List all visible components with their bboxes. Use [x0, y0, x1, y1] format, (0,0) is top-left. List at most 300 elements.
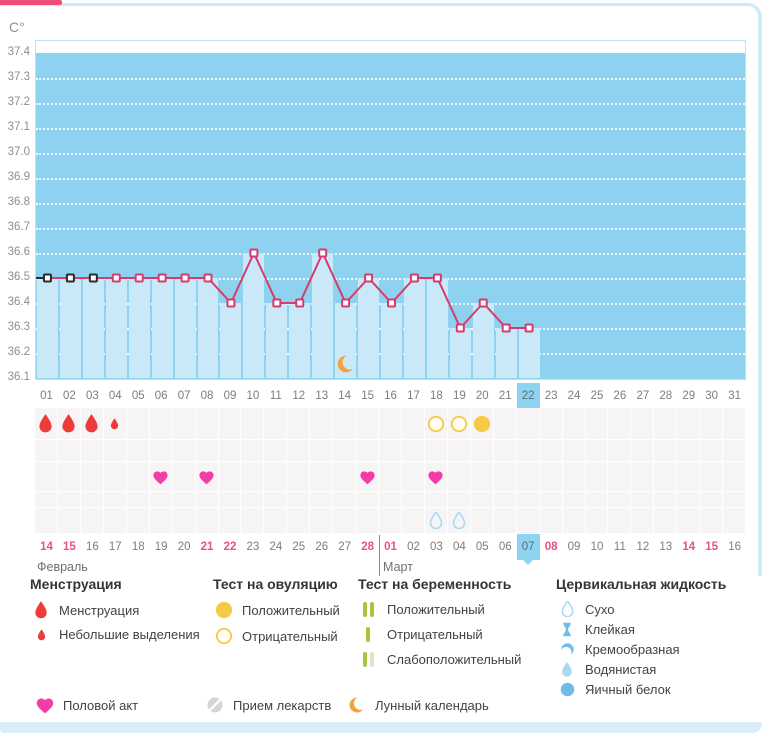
symptom-cell[interactable]	[81, 492, 104, 508]
symptom-cell[interactable]	[471, 408, 494, 440]
symptom-cell[interactable]	[540, 492, 563, 508]
legend-item-label: Водянистая	[585, 662, 657, 677]
symptom-cell[interactable]	[471, 508, 494, 534]
symptom-cell[interactable]	[287, 462, 310, 492]
symptom-cell[interactable]	[608, 462, 631, 492]
cervical-row	[35, 508, 746, 534]
legend-medication	[203, 696, 331, 714]
symptom-cell[interactable]	[196, 462, 219, 492]
symptom-cell[interactable]	[700, 440, 723, 462]
calendar-date-cell[interactable]: 05	[475, 541, 489, 553]
symptom-cell[interactable]	[425, 440, 448, 462]
symptom-cell[interactable]	[471, 440, 494, 462]
temperature-marker	[342, 300, 349, 307]
y-axis-tick: 36.3	[7, 321, 30, 333]
legend-item-label: Положительный	[242, 602, 340, 618]
cycle-day-cell[interactable]: 06	[154, 389, 168, 402]
symptom-cell[interactable]	[631, 408, 654, 440]
temperature-marker	[90, 275, 97, 282]
cycle-day-cell[interactable]: 14	[338, 389, 352, 402]
legend-item-label: Менструация	[59, 602, 140, 618]
calendar-date-cell[interactable]: 01	[384, 541, 397, 553]
cycle-day-cell[interactable]: 09	[223, 389, 237, 402]
y-axis-tick: 37.2	[7, 96, 30, 108]
symptom-cell[interactable]	[471, 462, 494, 492]
cycle-day-cell[interactable]: 18	[430, 389, 443, 402]
pregnancy-negative-icon	[358, 626, 380, 643]
spacer-row-1	[35, 440, 746, 462]
symptom-cell[interactable]	[35, 408, 58, 440]
cycle-day-cell[interactable]: 15	[361, 389, 374, 402]
legend-item-label: Отрицательный	[242, 628, 338, 644]
symptom-cell[interactable]	[333, 408, 356, 440]
temperature-marker	[273, 300, 280, 307]
temperature-marker	[44, 275, 51, 282]
legend-item-label: Небольшие выделения	[59, 627, 200, 642]
temperature-marker	[434, 275, 441, 282]
temperature-marker	[159, 275, 166, 282]
legend-ovulation-test	[213, 576, 340, 653]
symptom-cell[interactable]	[379, 462, 402, 492]
symptom-cell[interactable]	[677, 408, 700, 440]
symptom-cell[interactable]	[35, 462, 58, 492]
temperature-marker	[136, 275, 143, 282]
temperature-marker	[365, 275, 372, 282]
ovulation-negative-icon	[213, 627, 235, 645]
symptom-cell[interactable]	[287, 440, 310, 462]
calendar-date-cell[interactable]: 08	[544, 541, 558, 553]
moon-calendar-chart-icon	[336, 354, 356, 374]
temperature-marker	[503, 325, 510, 332]
symptom-cell[interactable]	[631, 492, 654, 508]
legend-item	[358, 601, 521, 618]
calendar-date-cell[interactable]: 15	[705, 541, 719, 553]
cycle-day-cell[interactable]: 30	[705, 389, 719, 402]
legend	[0, 576, 762, 722]
symptom-cell[interactable]	[287, 508, 310, 534]
symptom-cell[interactable]	[196, 492, 219, 508]
calendar-date-cell[interactable]: 03	[430, 541, 443, 553]
temperature-marker	[113, 275, 120, 282]
cycle-day-cell[interactable]: 29	[682, 389, 696, 402]
symptom-cell[interactable]	[58, 508, 81, 534]
legend-item	[358, 651, 521, 668]
symptom-cell[interactable]	[219, 440, 242, 462]
calendar-date-cell[interactable]: 28	[361, 541, 374, 553]
symptom-cell[interactable]	[563, 462, 586, 492]
symptom-cell[interactable]	[150, 462, 173, 492]
cycle-day-cell[interactable]: 01	[40, 389, 53, 402]
symptom-cell[interactable]	[517, 440, 540, 462]
symptom-cell[interactable]	[494, 440, 517, 462]
calendar-date-cell[interactable]: 07	[517, 534, 540, 560]
symptom-cell[interactable]	[700, 408, 723, 440]
temperature-marker	[457, 325, 464, 332]
cervical-creamy-icon	[556, 642, 578, 657]
symptom-cell[interactable]	[264, 462, 287, 492]
symptom-cell[interactable]	[402, 408, 425, 440]
temperature-marker	[67, 275, 74, 282]
symptom-cell[interactable]	[425, 508, 448, 534]
cervical-sticky-icon	[556, 622, 578, 637]
legend-item	[30, 601, 200, 619]
symptom-cell[interactable]	[471, 492, 494, 508]
legend-item-label: Положительный	[387, 602, 485, 617]
cycle-day-cell[interactable]: 28	[659, 389, 673, 402]
legend-moon-calendar	[345, 696, 489, 714]
symptom-cell[interactable]	[241, 508, 264, 534]
y-axis-tick: 36.7	[7, 221, 30, 233]
calendar-date-cell[interactable]: 22	[223, 541, 237, 553]
temperature-marker	[388, 300, 395, 307]
symptom-cell[interactable]	[448, 492, 471, 508]
cycle-day-cell[interactable]: 17	[407, 389, 420, 402]
symptom-cell[interactable]	[196, 508, 219, 534]
symptom-cell[interactable]	[264, 508, 287, 534]
symptom-cell[interactable]	[700, 492, 723, 508]
cycle-day-cell[interactable]: 03	[85, 389, 99, 402]
cervical-dry-icon	[556, 601, 578, 617]
symptom-cell[interactable]	[127, 492, 150, 508]
cycle-day-cell[interactable]: 05	[131, 389, 145, 402]
symptom-cell[interactable]	[150, 492, 173, 508]
symptom-cell[interactable]	[333, 492, 356, 508]
symptom-cell[interactable]	[310, 408, 333, 440]
symptom-cell[interactable]	[356, 440, 379, 462]
cycle-day-cell[interactable]: 16	[384, 389, 397, 402]
symptom-cell[interactable]	[631, 508, 654, 534]
legend-item	[556, 642, 726, 657]
symptom-cell[interactable]	[631, 462, 654, 492]
calendar-date-cell[interactable]: 11	[613, 541, 626, 553]
symptom-cell[interactable]	[586, 492, 609, 508]
cycle-day-cell[interactable]: 24	[567, 389, 581, 402]
symptom-cell[interactable]	[127, 408, 150, 440]
symptom-cell[interactable]	[608, 492, 631, 508]
y-axis-tick: 36.1	[7, 371, 30, 383]
symptom-cell[interactable]	[425, 408, 448, 440]
cycle-day-cell[interactable]: 20	[475, 389, 489, 402]
symptom-cell[interactable]	[287, 408, 310, 440]
symptom-cell[interactable]	[196, 440, 219, 462]
cycle-day-cell[interactable]: 22	[517, 383, 540, 408]
calendar-date-cell[interactable]: 16	[728, 541, 741, 553]
symptom-cell[interactable]	[219, 492, 242, 508]
symptom-cell[interactable]	[723, 492, 746, 508]
symptom-cell[interactable]	[563, 408, 586, 440]
legend-item	[556, 662, 726, 677]
month-divider-line	[379, 535, 380, 577]
symptom-cell[interactable]	[723, 408, 746, 440]
symptom-cell[interactable]	[654, 508, 677, 534]
medication-pill-icon	[203, 696, 227, 714]
cycle-day-cell[interactable]: 11	[269, 389, 282, 402]
legend-item	[556, 622, 726, 637]
symptom-cell[interactable]	[448, 440, 471, 462]
calendar-date-cell[interactable]: 04	[452, 541, 466, 553]
calendar-date-cell[interactable]: 14	[682, 541, 696, 553]
cycle-day-cell[interactable]: 21	[498, 389, 512, 402]
legend-item-label: Лунный календарь	[375, 697, 489, 713]
symptom-cell[interactable]	[196, 408, 219, 440]
y-axis-tick: 37.3	[7, 71, 30, 83]
legend-ovulation-title: Тест на овуляцию	[213, 576, 338, 592]
symptom-cell[interactable]	[150, 408, 173, 440]
symptom-cell[interactable]	[81, 408, 104, 440]
symptom-cell[interactable]	[219, 408, 242, 440]
calendar-date-cell[interactable]: 26	[315, 541, 329, 553]
y-axis-unit-label: C°	[9, 19, 25, 35]
y-axis-tick: 36.2	[7, 346, 30, 358]
cycle-day-cell[interactable]: 13	[315, 389, 329, 402]
symptom-cell[interactable]	[81, 508, 104, 534]
symptom-cell[interactable]	[379, 492, 402, 508]
legend-item-label: Отрицательный	[387, 627, 483, 642]
symptom-cell[interactable]	[264, 440, 287, 462]
symptom-cell[interactable]	[241, 492, 264, 508]
symptom-cell[interactable]	[150, 508, 173, 534]
cycle-day-cell[interactable]: 26	[613, 389, 627, 402]
symptom-cell[interactable]	[494, 408, 517, 440]
symptom-cell[interactable]	[58, 462, 81, 492]
symptom-cell[interactable]	[310, 440, 333, 462]
temperature-marker	[296, 300, 303, 307]
symptom-cell[interactable]	[517, 408, 540, 440]
symptom-cell[interactable]	[35, 508, 58, 534]
symptom-cell[interactable]	[677, 440, 700, 462]
symptom-cell[interactable]	[241, 408, 264, 440]
symptom-cell[interactable]	[654, 408, 677, 440]
symptom-cell[interactable]	[608, 508, 631, 534]
calendar-date-cell[interactable]: 25	[292, 541, 306, 553]
symptom-cell[interactable]	[540, 462, 563, 492]
cycle-day-cell[interactable]: 27	[636, 389, 650, 402]
symptom-cell[interactable]	[677, 508, 700, 534]
symptom-cell[interactable]	[35, 492, 58, 508]
symptom-cell[interactable]	[241, 462, 264, 492]
symptom-cell[interactable]	[700, 462, 723, 492]
symptom-cell[interactable]	[654, 492, 677, 508]
symptom-cell[interactable]	[677, 462, 700, 492]
symptom-cell[interactable]	[723, 440, 746, 462]
pregnancy-positive-icon	[358, 601, 380, 618]
symptom-cell[interactable]	[356, 462, 379, 492]
symptom-cell[interactable]	[173, 462, 196, 492]
cycle-day-cell[interactable]: 23	[544, 389, 558, 402]
symptom-cell[interactable]	[379, 408, 402, 440]
spotting-drop-icon	[30, 629, 52, 641]
symptom-cell[interactable]	[677, 492, 700, 508]
symptom-cell[interactable]	[723, 462, 746, 492]
symptom-cell[interactable]	[586, 508, 609, 534]
legend-item-label: Яичный белок	[585, 682, 671, 697]
symptom-cell[interactable]	[356, 508, 379, 534]
calendar-date-cell[interactable]: 14	[40, 541, 53, 553]
y-axis-tick: 36.6	[7, 246, 30, 258]
symptom-cell[interactable]	[425, 492, 448, 508]
symptom-cell[interactable]	[104, 462, 127, 492]
symptom-cell[interactable]	[448, 508, 471, 534]
symptom-cell[interactable]	[700, 508, 723, 534]
symptom-cell[interactable]	[425, 462, 448, 492]
symptom-cell[interactable]	[540, 508, 563, 534]
symptom-cell[interactable]	[586, 440, 609, 462]
y-axis	[0, 40, 32, 383]
temperature-marker	[480, 300, 487, 307]
symptom-cell[interactable]	[540, 440, 563, 462]
symptom-cell[interactable]	[356, 408, 379, 440]
symptom-cell[interactable]	[631, 440, 654, 462]
legend-item	[556, 601, 726, 617]
bottom-border-strip	[0, 722, 762, 733]
intercourse-row	[35, 462, 746, 492]
legend-item-label: Кремообразная	[585, 642, 680, 657]
calendar-date-cell[interactable]: 06	[498, 541, 512, 553]
symptom-cell[interactable]	[563, 508, 586, 534]
cycle-day-cell[interactable]: 25	[590, 389, 604, 402]
symptom-cell[interactable]	[654, 462, 677, 492]
symptom-cell[interactable]	[448, 408, 471, 440]
calendar-date-cell[interactable]: 12	[636, 541, 650, 553]
ovulation-positive-icon	[213, 601, 235, 619]
legend-item	[30, 627, 200, 642]
symptom-cell[interactable]	[379, 440, 402, 462]
cycle-day-cell[interactable]: 10	[246, 389, 260, 402]
calendar-date-cell[interactable]: 24	[269, 541, 283, 553]
symptom-cell[interactable]	[287, 492, 310, 508]
cycle-day-cell[interactable]: 02	[63, 389, 76, 402]
symptom-cell[interactable]	[356, 492, 379, 508]
symptom-cell[interactable]	[402, 492, 425, 508]
cervical-watery-icon	[556, 662, 578, 677]
calendar-date-cell[interactable]: 10	[590, 541, 604, 553]
symptom-cell[interactable]	[104, 440, 127, 462]
symptom-cell[interactable]	[563, 440, 586, 462]
cycle-day-cell[interactable]: 08	[200, 389, 214, 402]
symptom-cell[interactable]	[127, 440, 150, 462]
calendar-date-cell[interactable]: 09	[567, 541, 581, 553]
legend-item	[358, 626, 521, 643]
symptom-cell[interactable]	[241, 440, 264, 462]
legend-cervical-fluid	[556, 576, 726, 702]
y-axis-tick: 37.0	[7, 146, 30, 158]
symptom-cell[interactable]	[264, 492, 287, 508]
cycle-day-cell[interactable]: 19	[452, 389, 466, 402]
calendar-date-cell[interactable]: 23	[246, 541, 260, 553]
symptom-cell[interactable]	[402, 462, 425, 492]
legend-item-label: Половой акт	[63, 697, 139, 713]
symptom-cell[interactable]	[517, 492, 540, 508]
calendar-date-cell[interactable]: 17	[108, 541, 122, 553]
symptom-cell[interactable]	[448, 462, 471, 492]
cycle-day-cell[interactable]: 07	[177, 389, 191, 402]
calendar-date-cell[interactable]: 27	[338, 541, 352, 553]
symptom-cell[interactable]	[58, 440, 81, 462]
symptom-cell[interactable]	[494, 492, 517, 508]
cycle-day-cell[interactable]: 12	[292, 389, 306, 402]
y-axis-tick: 37.1	[7, 121, 30, 133]
y-axis-tick: 36.4	[7, 296, 30, 308]
temperature-chart[interactable]	[35, 40, 746, 380]
symptom-cell[interactable]	[494, 462, 517, 492]
symptom-cell[interactable]	[104, 508, 127, 534]
symptom-cell[interactable]	[310, 492, 333, 508]
calendar-date-cell[interactable]: 18	[131, 541, 145, 553]
symptom-cell[interactable]	[150, 440, 173, 462]
symptom-cell[interactable]	[219, 462, 242, 492]
symptom-cell[interactable]	[333, 440, 356, 462]
temperature-marker	[205, 275, 212, 282]
calendar-date-cell[interactable]: 21	[200, 541, 214, 553]
symptom-cell[interactable]	[333, 508, 356, 534]
calendar-date-cell[interactable]: 16	[85, 541, 99, 553]
symptom-cell[interactable]	[104, 492, 127, 508]
symptom-cell[interactable]	[58, 408, 81, 440]
calendar-date-cell[interactable]: 15	[63, 541, 76, 553]
symptom-cell[interactable]	[379, 508, 402, 534]
symptom-cell[interactable]	[402, 440, 425, 462]
symptom-cell[interactable]	[173, 440, 196, 462]
symptom-cell[interactable]	[517, 462, 540, 492]
calendar-date-cell[interactable]: 13	[659, 541, 673, 553]
temperature-marker	[250, 250, 257, 257]
month-label-march: Март	[383, 560, 413, 574]
symptom-cell[interactable]	[586, 408, 609, 440]
calendar-date-row	[35, 534, 746, 560]
symptom-cell[interactable]	[173, 492, 196, 508]
symptom-cell[interactable]	[723, 508, 746, 534]
symptom-cell[interactable]	[310, 508, 333, 534]
cycle-day-cell[interactable]: 31	[728, 389, 741, 402]
symptom-cell[interactable]	[608, 440, 631, 462]
symptom-cell[interactable]	[517, 508, 540, 534]
symptom-cell[interactable]	[608, 408, 631, 440]
symptom-cell[interactable]	[310, 462, 333, 492]
symptom-cell[interactable]	[35, 440, 58, 462]
symptom-cell[interactable]	[402, 508, 425, 534]
symptom-cell[interactable]	[333, 462, 356, 492]
symptom-cell[interactable]	[81, 462, 104, 492]
calendar-date-cell[interactable]: 02	[407, 541, 420, 553]
cycle-day-cell[interactable]: 04	[108, 389, 122, 402]
symptom-cell[interactable]	[127, 462, 150, 492]
symptom-cell[interactable]	[173, 508, 196, 534]
temperature-marker	[526, 325, 533, 332]
symptom-cell[interactable]	[264, 408, 287, 440]
temperature-marker	[182, 275, 189, 282]
symptom-cell[interactable]	[173, 408, 196, 440]
month-label-february: Февраль	[37, 560, 88, 574]
symptom-cell[interactable]	[654, 440, 677, 462]
legend-item	[213, 627, 340, 645]
calendar-date-cell[interactable]: 19	[154, 541, 168, 553]
legend-item-label: Прием лекарств	[233, 697, 332, 713]
symptom-cell[interactable]	[81, 440, 104, 462]
symptom-cell[interactable]	[127, 508, 150, 534]
y-axis-tick: 36.8	[7, 196, 30, 208]
legend-item-label: Клейкая	[585, 622, 635, 637]
temperature-marker	[319, 250, 326, 257]
symptom-cell[interactable]	[563, 492, 586, 508]
symptom-cell[interactable]	[586, 462, 609, 492]
symptom-cell[interactable]	[104, 408, 127, 440]
legend-cervical-title: Цервикальная жидкость	[556, 576, 727, 592]
symptom-cell[interactable]	[219, 508, 242, 534]
symptom-cell[interactable]	[540, 408, 563, 440]
symptom-cell[interactable]	[494, 508, 517, 534]
symptom-cell[interactable]	[58, 492, 81, 508]
calendar-date-cell[interactable]: 20	[177, 541, 191, 553]
